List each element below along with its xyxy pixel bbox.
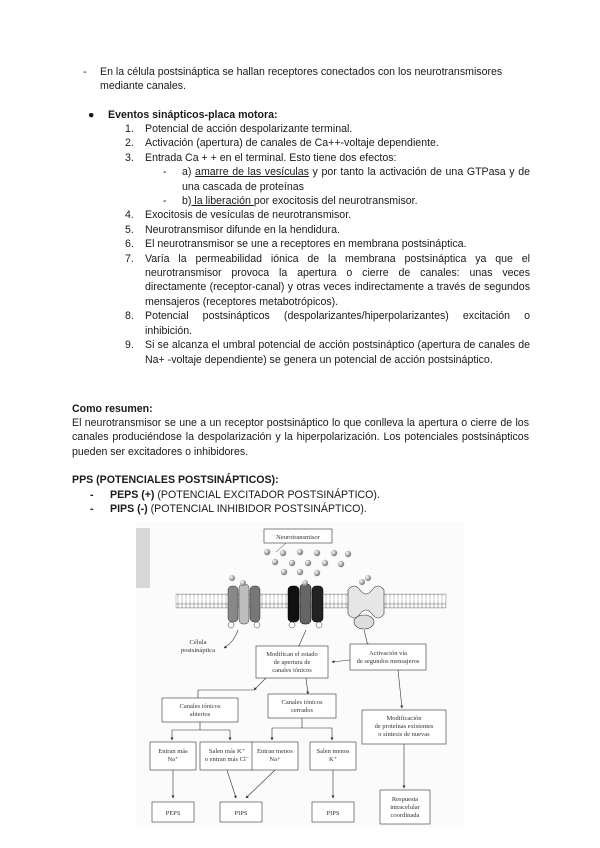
postsynaptic-cell-label: postsináptica [181,647,215,654]
resumen-title: Como resumen: [72,403,153,415]
list-item [110,136,530,150]
sub-a-underlined: amarre de las vesículas [195,166,309,179]
sub-b-rest: por exocitosis del neurotransmisor. [253,195,418,208]
item-number: 6. [125,238,134,251]
pps-desc: (POTENCIAL EXCITADOR POSTSINÁPTICO). [154,489,380,501]
bullet-icon: ● [88,109,95,121]
neurotransmitter-label: Neurotransmisor [276,534,320,541]
box-text: de proteínas existentes [374,723,434,730]
ion-channel-closed [288,580,323,628]
box-text: coordinada [390,812,420,819]
box-text: Entran más [158,748,188,755]
sub-list [145,165,530,208]
sub-item-b: - b) la liberación por exocitosis del neurotransmisor. [163,195,418,208]
item-number: 9. [125,339,134,352]
item-text: Exocitosis de vesículas de neurotransmisor. [145,209,352,222]
box-text: de segundos mensajeros [356,658,420,665]
box-text: Salen menos [316,748,350,755]
postsynaptic-cell-label: Célula [189,639,207,646]
box-text: Respuesta [391,796,419,803]
pps-desc: (POTENCIAL INHIBIDOR POSTSINÁPTICO). [147,503,367,516]
item-text: Potencial postsinápticos (despolarizantes/hiperpolarizantes) excitación o inhibición. [145,310,530,337]
pps-dash: - [90,503,94,516]
list-item [110,237,530,251]
pps-item-pips [88,502,380,516]
pps-title: PPS (POTENCIALES POSTSINÁPTICOS): [72,474,279,486]
box-text: o síntesis de nuevas [378,731,430,738]
box-text: canales iónicos [272,667,312,674]
item-text: Potencial de acción despolarizante terminal. [145,123,353,135]
list-item [110,151,530,209]
item-number: 8. [125,310,134,323]
second-messenger-box [350,644,426,670]
list-item [110,252,530,310]
box-text: Na⁺ [167,756,179,763]
box-text: Na+ [269,756,281,763]
intro-dash: - [83,66,87,78]
list-item [110,223,530,237]
item-number: 5. [125,223,134,236]
ion-channel-open [228,580,260,628]
item-number: 2. [125,137,134,150]
sub-item-a: - a) amarre de las vesículas y por tanto la activación de una GTPasa y de una cascada de proteínas [163,166,530,193]
item-text: Varía la permeabilidad iónica de la membrana postsináptica ya que el neurotransmisor provoca la apertura o cierre de canales: unas veces directamente (receptor-canal) y otras veces indirectamente a través de segundos mensajeros (receptores metabotrópicos). [145,252,530,308]
item-number: 7. [125,252,134,265]
box-text: PEPS [165,810,181,817]
box-text: Canales iónicos [179,703,221,710]
item-text: Neurotransmisor difunde en la hendidura. [145,223,340,236]
sub-b-prefix: b) [182,195,192,208]
pps-list [88,488,380,517]
item-text: El neurotransmisor se une a receptores en membrana postsináptica. [145,238,467,251]
pps-abbr: PEPS (+) [110,489,155,501]
sub-a-prefix: a) [182,166,196,179]
events-heading-label: Eventos sinápticos-placa motora: [108,109,278,121]
box-text: Canales iónicos [281,699,323,706]
intro-text: En la célula postsináptica se hallan receptores conectados con los neurotransmisores mediante canales. [100,66,503,93]
item-text: Entrada Ca + + en el terminal. Esto tiene dos efectos: [145,151,397,164]
list-item [110,338,530,367]
box-text: Modifican el estado [266,651,318,658]
intro-paragraph [85,65,530,94]
box-text: PIPS [326,810,340,817]
box-text: intracelular [390,804,420,811]
item-text: Si se alcanza el umbral potencial de acción postsináptico (apertura de canales de Na+ -voltaje dependiente) se genera un potencial de acción postsináptico. [145,339,530,366]
pps-abbr: PIPS (-) [110,503,148,516]
box-text: Activación vía [368,650,408,657]
box-text: o entran más Cl⁻ [204,756,250,763]
events-heading [88,108,278,122]
events-list [110,122,530,367]
sub-a-rest: y por tanto la activación de una GTPasa y de una cascada de proteínas [182,166,530,193]
list-item [110,122,530,136]
box-text: Entran menos [257,748,293,755]
list-item [110,208,530,222]
sub-b-underlined: la liberación [191,195,254,208]
channels-closed-box [268,694,336,718]
box-text: abiertos [189,711,211,718]
item-number: 1. [125,123,134,135]
box-text: PIPS [234,810,248,817]
box-text: cerrados [290,707,314,714]
resumen-text: El neurotransmisor se une a un receptor postsináptico lo que conlleva la apertura o cierre de los canales produciéndose la despolarización y la hiperpolarización. Los potenciales postsinápticos pueden ser excitadores o inhibidores. [72,417,529,458]
channels-open-box [162,698,238,722]
figure-scan-edge [136,528,150,588]
box-text: de apertura de [273,659,311,666]
item-text: Activación (apertura) de canales de Ca++-voltaje dependiente. [145,137,439,150]
box-text: Salen más K⁺ [208,748,246,755]
synapse-diagram [136,522,464,828]
box-text: Modificación [386,715,422,722]
pps-dash: - [90,489,94,501]
box-text: K⁺ [328,756,338,763]
item-number: 4. [125,209,134,222]
pps-item-peps [88,488,380,502]
list-item [110,309,530,338]
item-number: 3. [125,151,134,164]
